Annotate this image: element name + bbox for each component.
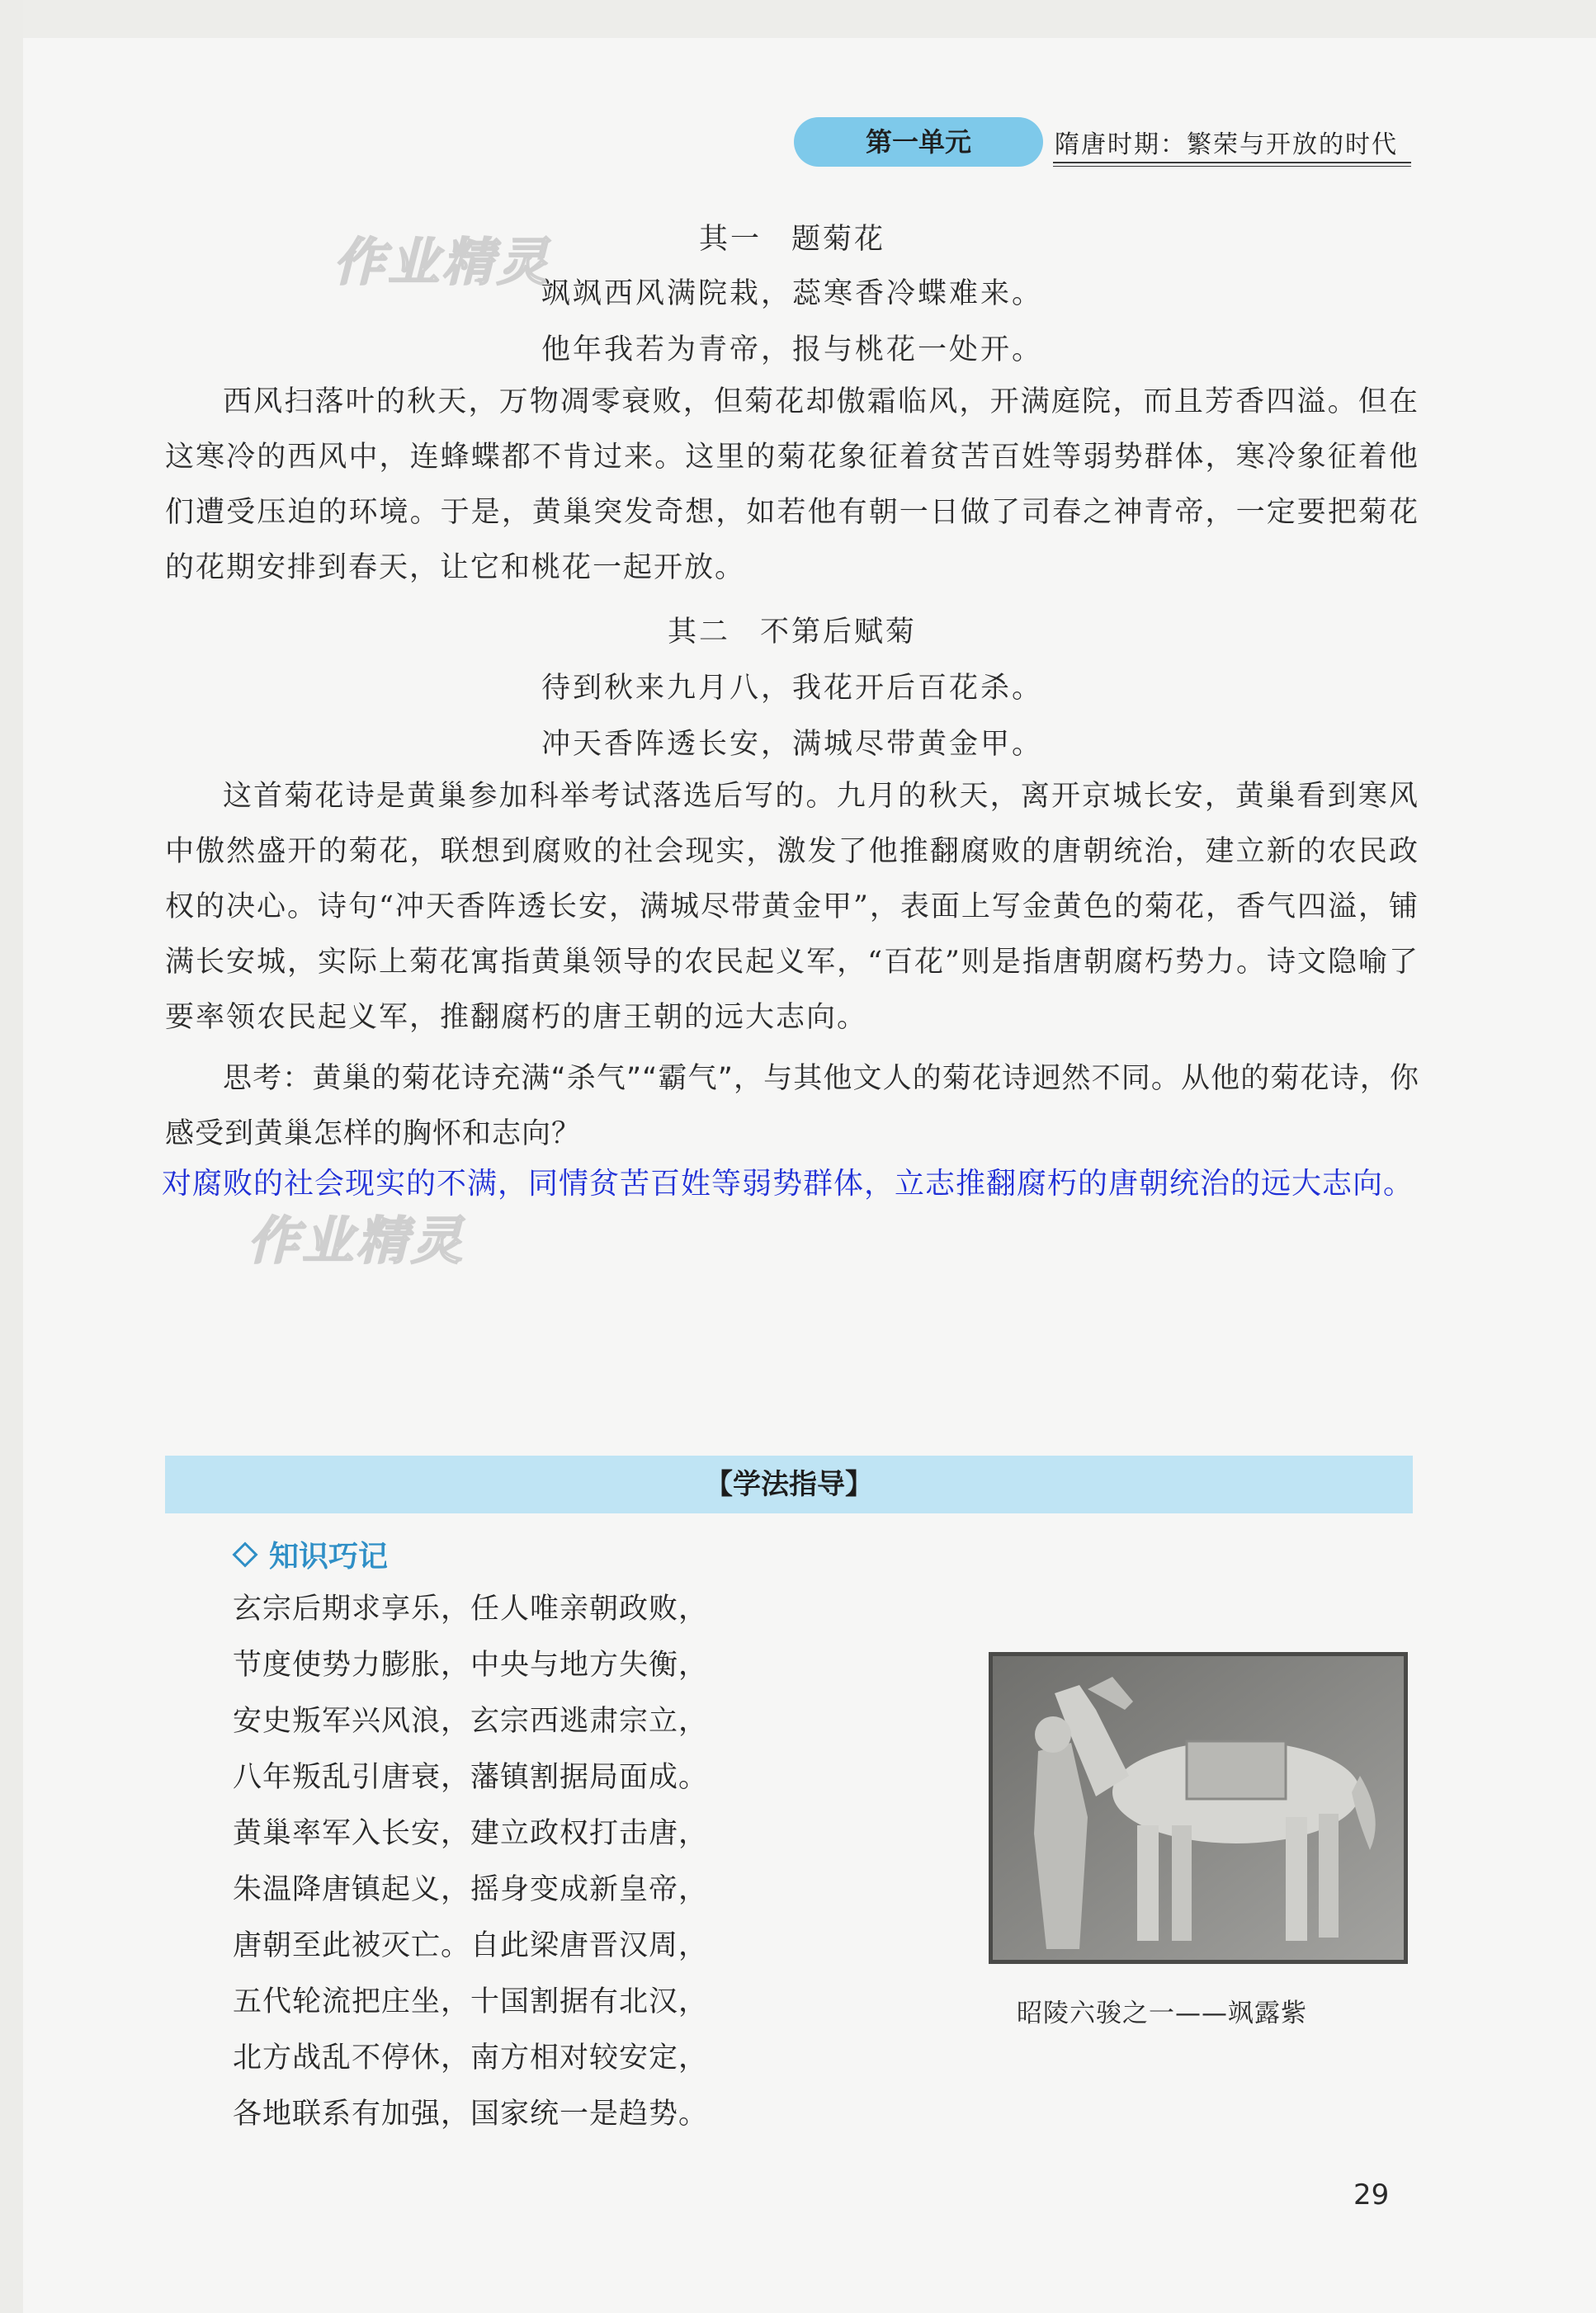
diamond-icon	[232, 1541, 257, 1567]
poem1-number: 其一	[698, 223, 762, 256]
photo-caption: 昭陵六骏之一——飒露紫	[1017, 1999, 1307, 2028]
poem1-line-2: 他年我若为青帝，报与桃花一处开。	[541, 333, 1043, 366]
page-top-edge	[0, 0, 1596, 38]
rhyme-line: 朱温降唐镇起义，摇身变成新皇帝，	[233, 1873, 709, 1906]
horse-relief-icon	[989, 1652, 1408, 1964]
watermark-top: 作业精灵	[333, 232, 552, 292]
knowledge-heading-label: 知识巧记	[269, 1540, 389, 1574]
poem1-line-1: 飒飒西风满院栽，蕊寒香冷蝶难来。	[541, 277, 1043, 310]
rhyme-line: 玄宗后期求享乐，任人唯亲朝政败，	[233, 1593, 709, 1626]
rhyme-line: 唐朝至此被灭亡。自此梁唐晋汉周，	[233, 1929, 709, 1962]
page-number: 29	[1353, 2178, 1390, 2212]
header-rule-thin	[1053, 166, 1411, 167]
knowledge-heading	[236, 1533, 388, 1575]
poem2-heading	[165, 609, 1419, 650]
answer-text: 对腐败的社会现实的不满，同情贫苦百姓等弱势群体，立志推翻腐朽的唐朝统治的远大志向。	[162, 1167, 1414, 1201]
rhyme-line: 八年叛乱引唐衰，藩镇割据局面成。	[233, 1761, 709, 1794]
unit-label: 第一单元	[794, 117, 1043, 167]
rhyme-line: 五代轮流把庄坐，十国割据有北汉，	[233, 1985, 709, 2018]
paragraph-2: 这首菊花诗是黄巢参加科举考试落选后写的。九月的秋天，离开京城长安，黄巢看到寒风中傲然盛开的菊花，联想到腐败的社会现实，激发了他推翻腐败的唐朝统治，建立新的农民政权的决心。诗句“冲天香阵透长安，满城尽带黄金甲”，表面上写金黄色的菊花，香气四溢，铺满长安城，实际上菊花寓指黄巢领导的农民起义军，“百花”则是指唐朝腐朽势力。诗文隐喻了要率领农民起义军，推翻腐朽的唐王朝的远大志向。	[165, 780, 1419, 1034]
rhyme-line: 安史叛军兴风浪，玄宗西逃肃宗立，	[233, 1705, 709, 1738]
rhyme-line: 北方战乱不停休，南方相对较安定，	[233, 2042, 709, 2075]
poem2-title: 不第后赋菊	[760, 616, 918, 649]
poem2-line-1: 待到秋来九月八，我花开后百花杀。	[541, 672, 1043, 705]
study-guide-banner: 【学法指导】	[165, 1456, 1413, 1513]
paragraph-1: 西风扫落叶的秋天，万物凋零衰败，但菊花却傲霜临风，开满庭院，而且芳香四溢。但在这寒冷的西风中，连蜂蝶都不肯过来。这里的菊花象征着贫苦百姓等弱势群体，寒冷象征着他们遭受压迫的环境。于是，黄巢突发奇想，如若他有朝一日做了司春之神青帝，一定要把菊花的花期安排到春天，让它和桃花一起开放。	[165, 385, 1419, 584]
header-title: 隋唐时期：繁荣与开放的时代	[1055, 130, 1398, 159]
rhyme-line: 黄巢率军入长安，建立政权打击唐，	[233, 1817, 709, 1850]
poem2-line-2: 冲天香阵透长安，满城尽带黄金甲。	[541, 728, 1043, 761]
rhyme-line: 各地联系有加强，国家统一是趋势。	[233, 2098, 709, 2131]
poem2-number: 其二	[667, 616, 730, 649]
page-left-edge	[0, 0, 23, 2313]
think-question: 思考：黄巢的菊花诗充满“杀气”“霸气”，与其他文人的菊花诗迥然不同。从他的菊花诗，你感受到黄巢怎样的胸怀和志向？	[165, 1062, 1419, 1150]
rhyme-line: 节度使势力膨胀，中央与地方失衡，	[233, 1649, 709, 1682]
watermark-middle: 作业精灵	[248, 1211, 466, 1271]
horse-relief-photo	[989, 1652, 1408, 1964]
poem1-heading	[165, 216, 1419, 257]
poem1-title: 题菊花	[791, 223, 886, 256]
header-rule	[1053, 162, 1411, 163]
